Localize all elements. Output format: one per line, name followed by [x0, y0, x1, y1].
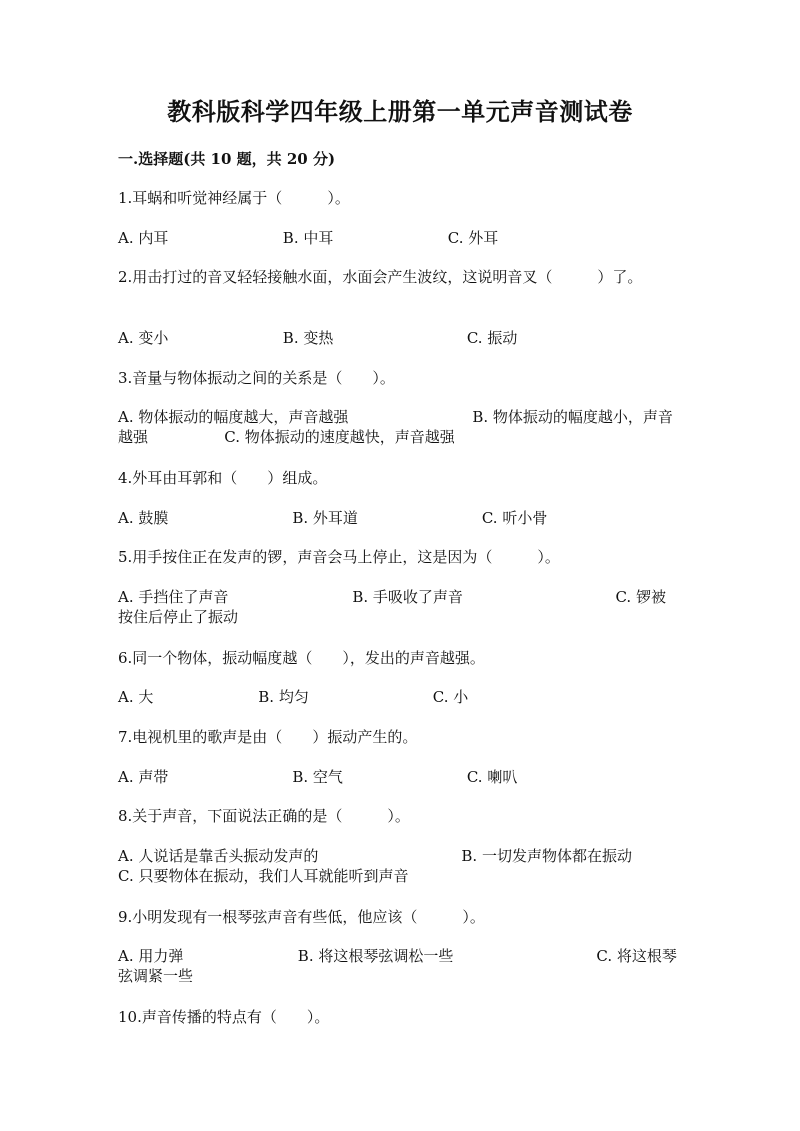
question-10: 10.声音传播的特点有（ ）。 [118, 1008, 330, 1026]
question-3: 3.音量与物体振动之间的关系是（ ）。 [118, 369, 395, 387]
section-heading: 一.选择题(共 10 题，共 20 分) [118, 150, 336, 168]
question-4-options: A. 鼓膜 B. 外耳道 C. 听小骨 [118, 509, 548, 527]
question-9-options: A. 用力弹 B. 将这根琴弦调松一些 C. 将这根琴弦调紧一些 [118, 947, 677, 985]
question-6-options: A. 大 B. 均匀 C. 小 [118, 688, 469, 706]
question-7: 7.电视机里的歌声是由（ ）振动产生的。 [118, 728, 418, 746]
question-8-options: A. 人说话是靠舌头振动发声的 B. 一切发声物体都在振动 C. 只要物体在振动，我们人耳就能听到声音 [118, 847, 756, 885]
question-7-options: A. 声带 B. 空气 C. 喇叭 [118, 768, 518, 786]
question-2: 2.用击打过的音叉轻轻接触水面，水面会产生波纹，这说明音叉（ ）了。 [118, 268, 643, 286]
page-title: 教科版科学四年级上册第一单元声音测试卷 [167, 97, 633, 126]
question-9: 9.小明发现有一根琴弦声音有些低，他应该（ ）。 [118, 908, 485, 926]
question-1: 1.耳蜗和听觉神经属于（ ）。 [118, 189, 350, 207]
question-5-options: A. 手挡住了声音 B. 手吸收了声音 C. 锣被按住后停止了振动 [118, 588, 666, 626]
question-4: 4.外耳由耳郭和（ ）组成。 [118, 469, 328, 487]
question-8: 8.关于声音，下面说法正确的是（ ）。 [118, 807, 410, 825]
question-2-options: A. 变小 B. 变热 C. 振动 [118, 329, 518, 347]
question-3-options: A. 物体振动的幅度越大，声音越强 B. 物体振动的幅度越小，声音越强 C. 物体振动的速度越快，声音越强 [118, 408, 673, 446]
question-6: 6.同一个物体，振动幅度越（ ），发出的声音越强。 [118, 649, 485, 667]
question-5: 5.用手按住正在发声的锣，声音会马上停止，这是因为（ ）。 [118, 548, 560, 566]
question-1-options: A. 内耳 B. 中耳 C. 外耳 [118, 229, 499, 247]
